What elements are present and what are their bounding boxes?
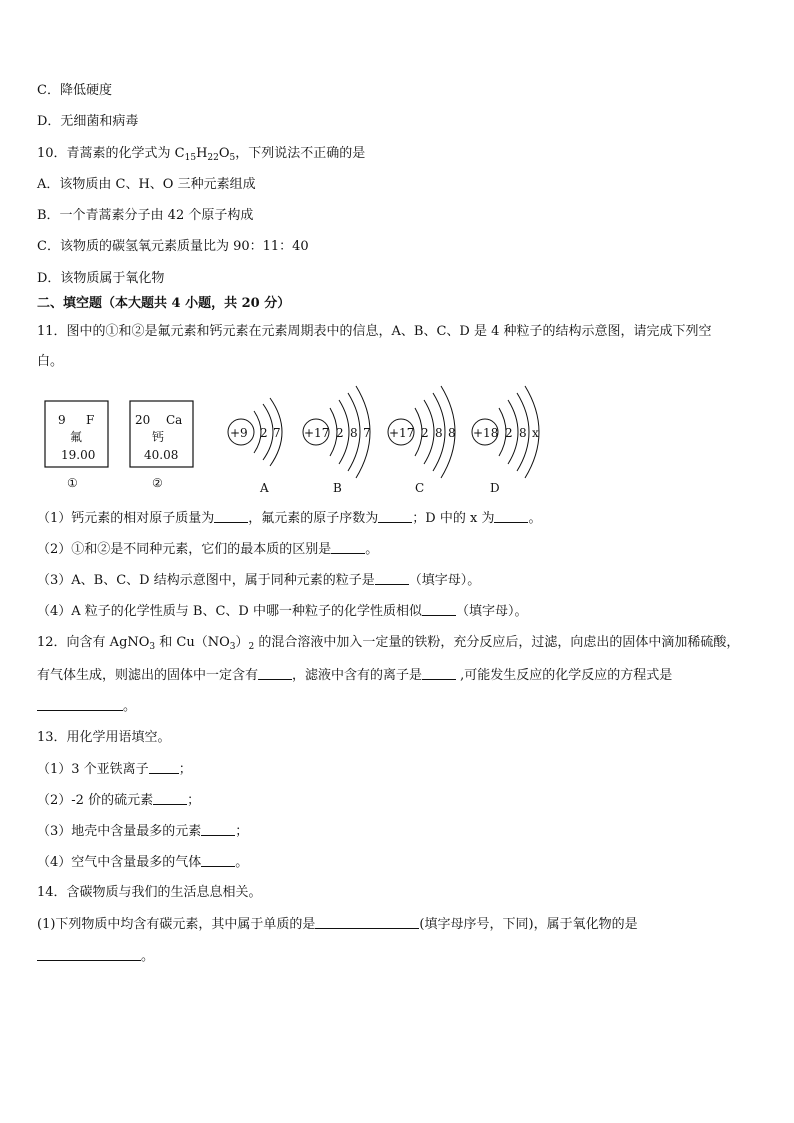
subscript: 2 (248, 642, 255, 652)
shell-electrons: 7 (363, 426, 371, 440)
q10-stem-text: ，下列说法不正确的是 (235, 146, 366, 161)
question-text: （3）A、B、C、D 结构示意图中，属于同种元素的粒子是 (37, 573, 375, 588)
question-text: （填字母）。 (455, 604, 528, 619)
q13-part4 (37, 853, 248, 872)
answer-blank[interactable] (331, 540, 365, 554)
q10-option-b: B．一个青蒿素分子由 42 个原子构成 (37, 208, 254, 223)
formula-part: O (218, 146, 230, 161)
q9-option-c: C．降低硬度 (37, 83, 112, 98)
question-text: (1)下列物质中均含有碳元素，其中属于单质的是 (37, 917, 316, 932)
shell-electrons: x (532, 426, 539, 440)
subscript: 22 (207, 153, 219, 163)
question-text: ，氟元素的原子序数为 (248, 511, 379, 526)
subscript: 15 (184, 153, 197, 163)
atom-structure-b (303, 386, 371, 495)
question-text: 。 (365, 542, 379, 557)
shell-electrons: 2 (421, 426, 429, 440)
atom-structure-d (472, 386, 539, 495)
answer-blank[interactable] (37, 947, 141, 961)
atom-label: C (415, 481, 425, 495)
q11-stem-line2: 白。 (37, 354, 64, 369)
element-name: 钙 (152, 430, 165, 444)
nucleus-charge: +18 (473, 426, 499, 440)
element-cell-calcium (130, 401, 193, 490)
question-text: 的混合溶液中加入一定量的铁粉，充分反应后，过滤，向虑出的固体中滴加稀硫酸， (254, 635, 740, 650)
q12-line2 (37, 666, 672, 685)
question-text: 。 (141, 949, 155, 964)
shell-electrons: 8 (448, 426, 456, 440)
q11-part3 (37, 571, 480, 590)
element-cell-fluorine (45, 401, 108, 490)
element-symbol: F (86, 413, 95, 427)
shell-electrons: 8 (435, 426, 443, 440)
answer-blank[interactable] (149, 760, 179, 774)
question-text: （填字母）。 (408, 573, 481, 588)
shell-electrons: 8 (519, 426, 527, 440)
question-text: ； (235, 824, 249, 839)
atomic-mass: 19.00 (61, 448, 96, 462)
atomic-number: 9 (58, 413, 66, 427)
atom-label: B (333, 481, 342, 495)
question-text: ，滤液中含有的离子是 (292, 668, 423, 683)
question-text: 有气体生成，则滤出的固体中一定含有 (37, 668, 259, 683)
q14-part1-cont (37, 947, 154, 966)
question-text: 12．向含有 AgNO (37, 635, 150, 650)
formula-part: H (196, 146, 208, 161)
atomic-mass: 40.08 (144, 448, 179, 462)
question-text: （1）钙元素的相对原子质量为 (37, 511, 215, 526)
atom-structure-c (388, 386, 456, 495)
question-text: （2）①和②是不同种元素，它们的最本质的区别是 (37, 542, 332, 557)
question-text: （2）-2 价的硫元素 (37, 793, 154, 808)
question-text: （4）空气中含量最多的气体 (37, 855, 202, 870)
atomic-number: 20 (135, 413, 151, 427)
answer-blank[interactable] (201, 822, 235, 836)
question-text: (填字母序号，下同)，属于氧化物的是 (419, 917, 638, 932)
q11-part4 (37, 602, 528, 621)
q11-part1 (37, 509, 541, 528)
q11-stem-line1: 11．图中的①和②是氟元素和钙元素在元素周期表中的信息，A、B、C、D 是 4 种粒子的结构示意图，请完成下列空 (37, 324, 712, 339)
q14-stem: 14．含碳物质与我们的生活息息相关。 (37, 885, 262, 900)
shell-electrons: 2 (260, 426, 268, 440)
q11-part2 (37, 540, 378, 559)
answer-blank[interactable] (214, 509, 248, 523)
subscript: 3 (149, 642, 156, 652)
question-text: ； (178, 762, 192, 777)
question-text: （1）3 个亚铁离子 (37, 762, 149, 777)
answer-blank[interactable] (378, 509, 412, 523)
q12-line1 (37, 634, 739, 652)
q13-part2 (37, 791, 200, 810)
question-text: 。 (235, 855, 249, 870)
nucleus-charge: +17 (389, 426, 415, 440)
question-text: ,可能发生反应的化学反应的方程式是 (456, 668, 673, 683)
q13-stem: 13．用化学用语填空。 (37, 730, 171, 745)
q10-option-a: A．该物质由 C、H、O 三种元素组成 (37, 177, 256, 192)
shell-electrons: 8 (350, 426, 358, 440)
q12-line3 (37, 697, 136, 716)
atom-label: A (260, 481, 269, 495)
question-text: 。 (123, 699, 137, 714)
q13-part1 (37, 760, 192, 779)
answer-blank[interactable] (258, 666, 292, 680)
question-text: 和 Cu（NO (155, 635, 230, 650)
nucleus-charge: +17 (304, 426, 330, 440)
element-symbol: Ca (166, 413, 183, 427)
cell-label: ② (152, 476, 163, 490)
question-text: ； (187, 793, 201, 808)
q10-option-d: D．该物质属于氧化物 (37, 271, 165, 286)
shell-electrons: 2 (505, 426, 513, 440)
section-heading: 二、填空题（本大题共 4 小题，共 20 分） (37, 296, 291, 311)
q14-part1 (37, 915, 638, 934)
q9-option-d: D．无细菌和病毒 (37, 114, 139, 129)
question-text: 。 (528, 511, 542, 526)
nucleus-charge: +9 (230, 426, 248, 440)
answer-blank[interactable] (422, 602, 456, 616)
answer-blank[interactable] (37, 697, 123, 711)
q10-option-c: C．该物质的碳氢氧元素质量比为 90：11：40 (37, 239, 309, 254)
cell-label: ① (67, 476, 78, 490)
answer-blank[interactable] (422, 666, 456, 680)
shell-electrons: 7 (273, 426, 281, 440)
element-name: 氟 (70, 430, 83, 444)
question-text: ；D 中的 x 为 (412, 511, 495, 526)
shell-electrons: 2 (336, 426, 344, 440)
answer-blank[interactable] (153, 791, 187, 805)
question-text: （4）A 粒子的化学性质与 B、C、D 中哪一种粒子的化学性质相似 (37, 604, 422, 619)
question-text: （3）地壳中含量最多的元素 (37, 824, 202, 839)
answer-blank[interactable] (375, 571, 409, 585)
q13-part3 (37, 822, 248, 841)
atom-label: D (490, 481, 500, 495)
answer-blank[interactable] (315, 915, 419, 929)
question-text: ） (235, 635, 249, 650)
subscript: 5 (229, 153, 236, 163)
q10-stem-text: 10．青蒿素的化学式为 C (37, 146, 185, 161)
subscript: 3 (229, 642, 236, 652)
answer-blank[interactable] (201, 853, 235, 867)
atom-structure-a (228, 398, 282, 495)
answer-blank[interactable] (494, 509, 528, 523)
